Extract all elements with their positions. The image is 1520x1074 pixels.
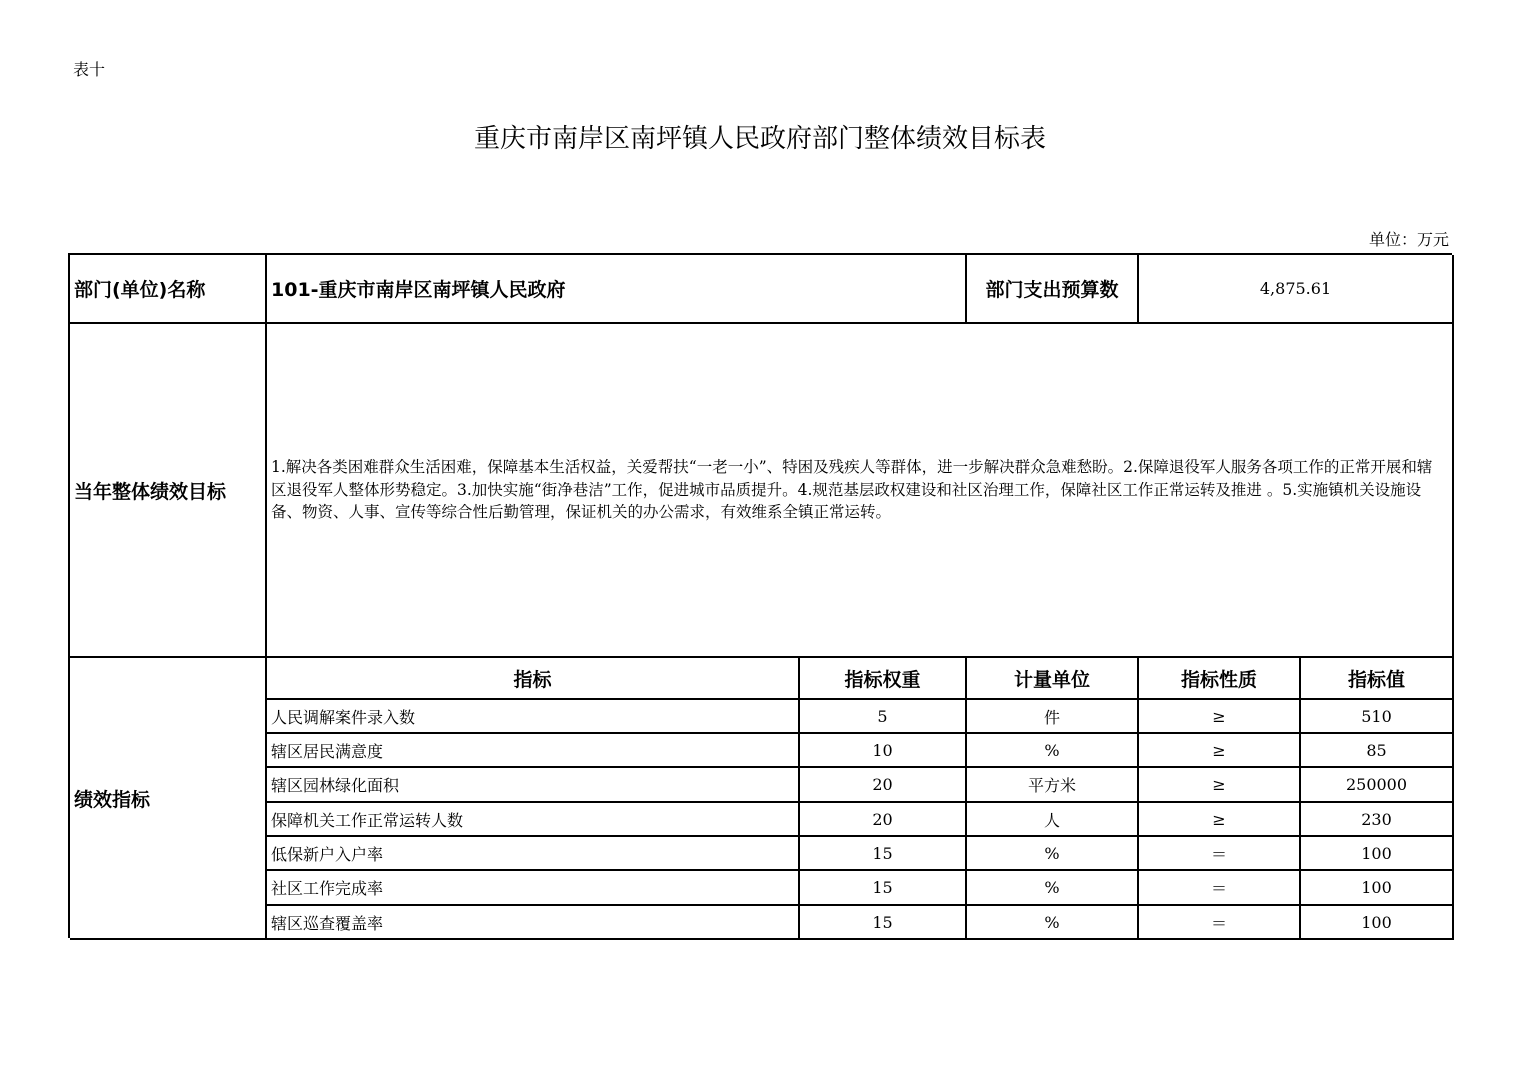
indicator-nature: ＝ bbox=[1139, 871, 1301, 906]
indicator-unit: % bbox=[967, 837, 1139, 871]
header-nature: 指标性质 bbox=[1139, 658, 1301, 700]
indicator-nature: ≥ bbox=[1139, 803, 1301, 837]
indicator-value: 85 bbox=[1301, 734, 1454, 768]
goal-text: 1.解决各类困难群众生活困难，保障基本生活权益，关爱帮扶“一老一小”、特困及残疾人等群体，进一步解决群众急难愁盼。2.保障退役军人服务各项工作的正常开展和辖区退役军人整体形势稳定。3.加快实施“街净巷洁”工作，促进城市品质提升。4.规范基层政权建设和社区治理工作，保障社区工作正常运转及推进 。5.实施镇机关设施设备、物资、人事、宣传等综合性后勤管理，保证机关的办公需求，有效维系全镇正常运转。 bbox=[267, 324, 1454, 658]
indicator-weight: 20 bbox=[800, 803, 967, 837]
header-indicator: 指标 bbox=[267, 658, 800, 700]
indicator-weight: 5 bbox=[800, 700, 967, 734]
indicator-name: 辖区巡查覆盖率 bbox=[267, 906, 800, 940]
unit-label: 单位：万元 bbox=[1368, 230, 1449, 249]
goal-label: 当年整体绩效目标 bbox=[70, 324, 267, 658]
indicators-label: 绩效指标 bbox=[70, 658, 267, 940]
header-unit: 计量单位 bbox=[967, 658, 1139, 700]
indicator-unit: 件 bbox=[967, 700, 1139, 734]
indicator-unit: % bbox=[967, 871, 1139, 906]
indicator-nature: ≥ bbox=[1139, 700, 1301, 734]
indicator-weight: 20 bbox=[800, 768, 967, 803]
indicator-unit: % bbox=[967, 906, 1139, 940]
budget-value: 4,875.61 bbox=[1139, 255, 1454, 324]
indicator-weight: 15 bbox=[800, 906, 967, 940]
dept-name-value: 101-重庆市南岸区南坪镇人民政府 bbox=[267, 255, 967, 324]
indicator-weight: 15 bbox=[800, 837, 967, 871]
indicator-name: 人民调解案件录入数 bbox=[267, 700, 800, 734]
indicator-weight: 10 bbox=[800, 734, 967, 768]
indicator-name: 保障机关工作正常运转人数 bbox=[267, 803, 800, 837]
performance-table bbox=[68, 253, 1452, 938]
indicator-name: 辖区居民满意度 bbox=[267, 734, 800, 768]
indicator-unit: 人 bbox=[967, 803, 1139, 837]
indicator-unit: 平方米 bbox=[967, 768, 1139, 803]
indicator-value: 100 bbox=[1301, 906, 1454, 940]
header-value: 指标值 bbox=[1301, 658, 1454, 700]
indicator-value: 510 bbox=[1301, 700, 1454, 734]
indicator-nature: ≥ bbox=[1139, 768, 1301, 803]
indicator-weight: 15 bbox=[800, 871, 967, 906]
indicator-nature: ＝ bbox=[1139, 906, 1301, 940]
table-number: 表十 bbox=[73, 60, 106, 79]
header-weight: 指标权重 bbox=[800, 658, 967, 700]
indicator-value: 100 bbox=[1301, 871, 1454, 906]
dept-name-label: 部门(单位)名称 bbox=[70, 255, 267, 324]
indicator-value: 230 bbox=[1301, 803, 1454, 837]
indicator-value: 250000 bbox=[1301, 768, 1454, 803]
indicator-unit: % bbox=[967, 734, 1139, 768]
page-title: 重庆市南岸区南坪镇人民政府部门整体绩效目标表 bbox=[473, 124, 1046, 154]
indicator-name: 辖区园林绿化面积 bbox=[267, 768, 800, 803]
indicator-name: 低保新户入户率 bbox=[267, 837, 800, 871]
indicator-nature: ＝ bbox=[1139, 837, 1301, 871]
indicator-name: 社区工作完成率 bbox=[267, 871, 800, 906]
indicator-nature: ≥ bbox=[1139, 734, 1301, 768]
budget-label: 部门支出预算数 bbox=[967, 255, 1139, 324]
indicator-value: 100 bbox=[1301, 837, 1454, 871]
